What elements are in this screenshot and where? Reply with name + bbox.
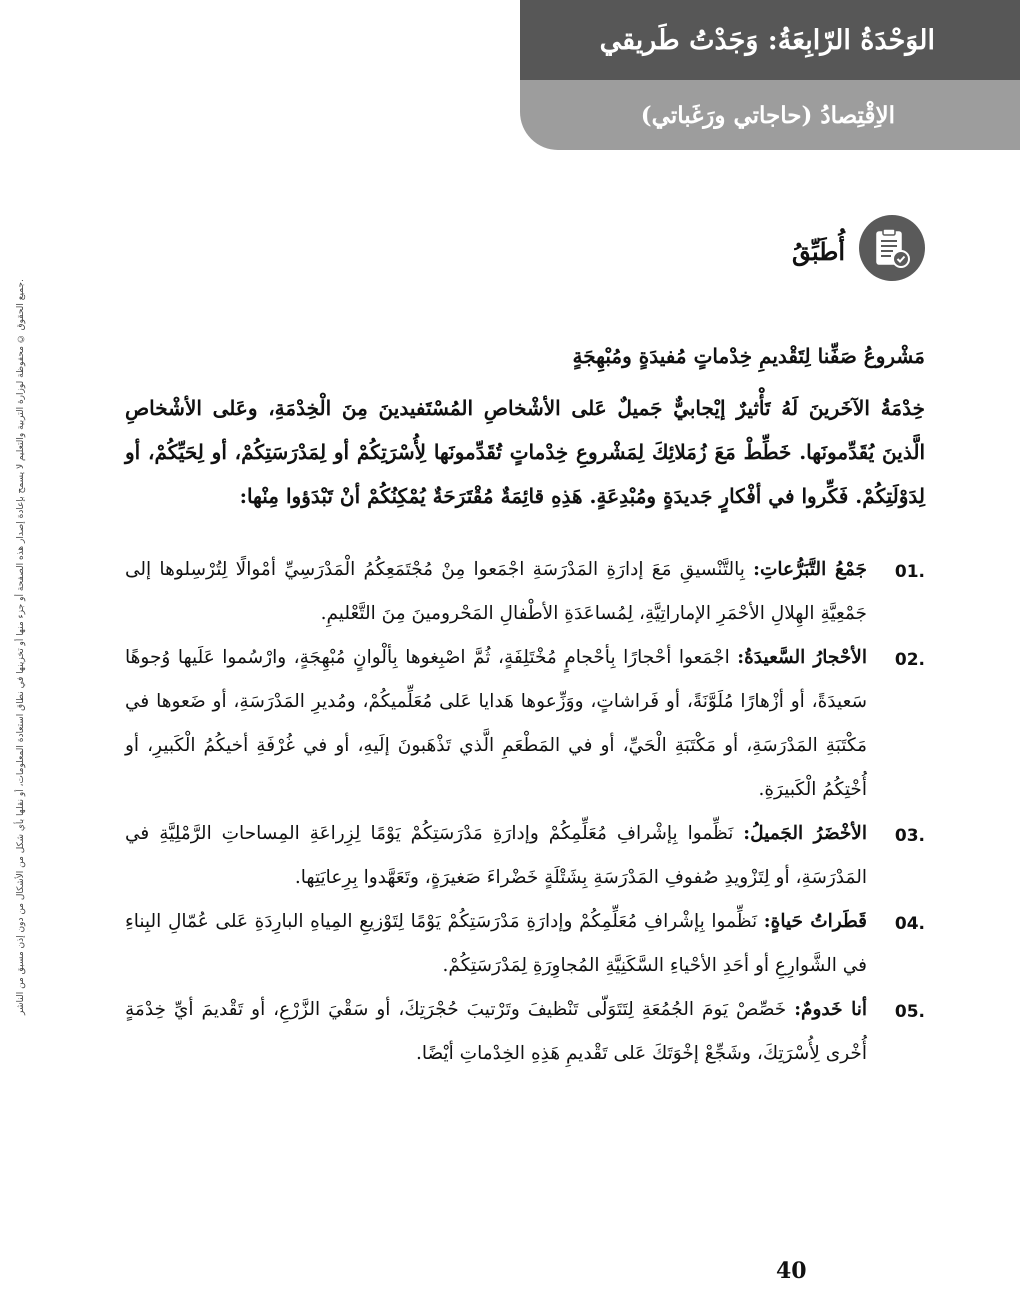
list-item: [125, 988, 925, 1076]
main-content: [125, 338, 925, 1076]
clipboard-check-icon: [859, 215, 925, 281]
item-title: قَطَراتُ حَياةٍ:: [763, 911, 867, 932]
item-number: 05.: [894, 1002, 925, 1022]
list-item: [125, 900, 925, 988]
apply-section: [792, 215, 925, 281]
lesson-title: الاِقْتِصادُ (حاجاتي ورَغَباتي): [520, 80, 1020, 150]
item-number: 04.: [894, 914, 925, 934]
item-number: 02.: [894, 650, 925, 670]
list-item: [125, 812, 925, 900]
copyright-note: جميع الحقوق © محفوظة لوزارة التربية والتعليم لا يسمح بإعادة إصدار هذه الصفحة أو جزء منها أو تخزينها في نطاق استعادة المعلومات، أو نقلها بأي شكل من الأشكال من دون إذن مسبق من الناشر.: [16, 279, 26, 1015]
item-title: الأخْضَرُ الجَميلُ:: [743, 823, 867, 844]
item-text: اجْمَعوا أحْجارًا بِأحْجامٍ مُخْتَلِفَةٍ، ثُمَّ اصْبِغوها بِألْوانٍ مُبْهِجَةٍ، وارْسُموا عَلَيها وُجوهًا سَعيدَةً، أو أزْهارًا مُلَوَّنَةً، أو فَراشاتٍ، ووَزِّعوها هَدايا عَلى مُعَلِّميكُمْ، ومُديرِ المَدْرَسَةِ، أو ضَعوها في مَكْتَبَةِ المَدْرَسَةِ، أو مَكْتَبَةِ الْحَيِّ، أو في المَطْعَمِ الَّذي تَذْهَبونَ إلَيهِ، أو في غُرْفَةِ أخيكُمُ الْكَبيرِ، أو أُخْتِكُمُ الْكَبيرَةِ.: [125, 647, 867, 800]
suggestion-list: [125, 548, 925, 1076]
item-number: 01.: [894, 562, 925, 582]
item-text: بِالتَّنْسيقِ مَعَ إدارَةِ المَدْرَسَةِ اجْمَعوا مِنْ مُجْتَمَعِكُمُ الْمَدْرَسِيِّ أمْوالًا لِتُرْسِلوها إلى جَمْعِيَّةِ الهِلالِ الأحْمَرِ الإماراتِيَّةِ، لِمُساعَدَةِ الأطْفالِ المَحْرومينَ مِنَ التَّعْليمِ.: [125, 559, 867, 624]
page-header: [520, 0, 1020, 150]
item-title: أنا خَدومٌ:: [794, 999, 867, 1020]
list-item: [125, 548, 925, 636]
apply-label: أُطَبِّقُ: [791, 236, 845, 266]
item-text: خَصِّصْ يَومَ الجُمُعَةِ لِتَتَوَلّى تَنْظيفَ وتَرْتيبَ حُجْرَتِكَ، أو سَقْيَ الزَّرْعِ، أو تَقْديمَ أيِّ خِدْمَةٍ أُخْرى لِأُسْرَتِكَ، وشَجِّعْ إخْوَتَكَ عَلى تَقْديمِ هَذِهِ الخِدْماتِ أيْضًا.: [125, 999, 867, 1064]
item-number: 03.: [894, 826, 925, 846]
project-title: مَشْروعُ صَفِّنا لِتَقْديمِ خِدْماتٍ مُفيدَةٍ ومُبْهِجَةٍ: [572, 344, 925, 368]
list-item: [125, 636, 925, 812]
project-intro: خِدْمَةُ الآخَرينَ لَهُ تَأْثيرٌ إيْجابيٌّ جَميلٌ عَلى الأشْخاصِ المُسْتَفيدينَ مِنَ الْخِدْمَةِ، وعَلى الأشْخاصِ الَّذينَ يُقَدِّمونَها. خَطِّطْ مَعَ زُمَلائِكَ لِمَشْروعِ خِدْماتٍ تُقَدِّمونَها لِأُسْرَتِكُمْ أو لِمَدْرَسَتِكُمْ، أو لِحَيِّكُمْ، أو لِدَوْلَتِكُمْ. فَكِّروا في أفْكارٍ جَديدَةٍ ومُبْدِعَةٍ. هَذِهِ قائِمَةٌ مُقْتَرَحَةٌ يُمْكِنُكُمْ أنْ تَبْدَؤوا مِنْها:: [125, 396, 925, 508]
item-title: جَمْعُ التَّبَرُّعاتِ:: [753, 559, 867, 580]
unit-title: الوَحْدَةُ الرّابِعَةُ: وَجَدْتُ طَريقي: [520, 0, 1020, 80]
item-text: نَظِّموا بِإشْرافِ مُعَلِّمِكُمْ وإدارَةِ مَدْرَسَتِكُمْ يَوْمًا لِزِراعَةِ المِساحاتِ الرَّمْلِيَّةِ في المَدْرَسَةِ، أو لِتَزْويدِ صُفوفِ المَدْرَسَةِ بِشَتْلَةٍ خَضْراءَ صَغيرَةٍ، وتَعَهَّدوا بِرِعايَتِها.: [125, 823, 867, 888]
page-number: 40: [776, 1258, 807, 1284]
item-text: نَظِّموا بِإشْرافِ مُعَلِّمِكُمْ وإدارَةِ مَدْرَسَتِكُمْ يَوْمًا لِتَوْزيعِ المِياهِ البارِدَةِ عَلى عُمّالِ البِناءِ في الشَّوارِعِ أو أحَدِ الأحْياءِ السَّكَنِيَّةِ المُجاوِرَةِ لِمَدْرَسَتِكُمْ.: [125, 911, 867, 976]
item-title: الأحْجارُ السَّعيدَةُ:: [737, 647, 867, 668]
